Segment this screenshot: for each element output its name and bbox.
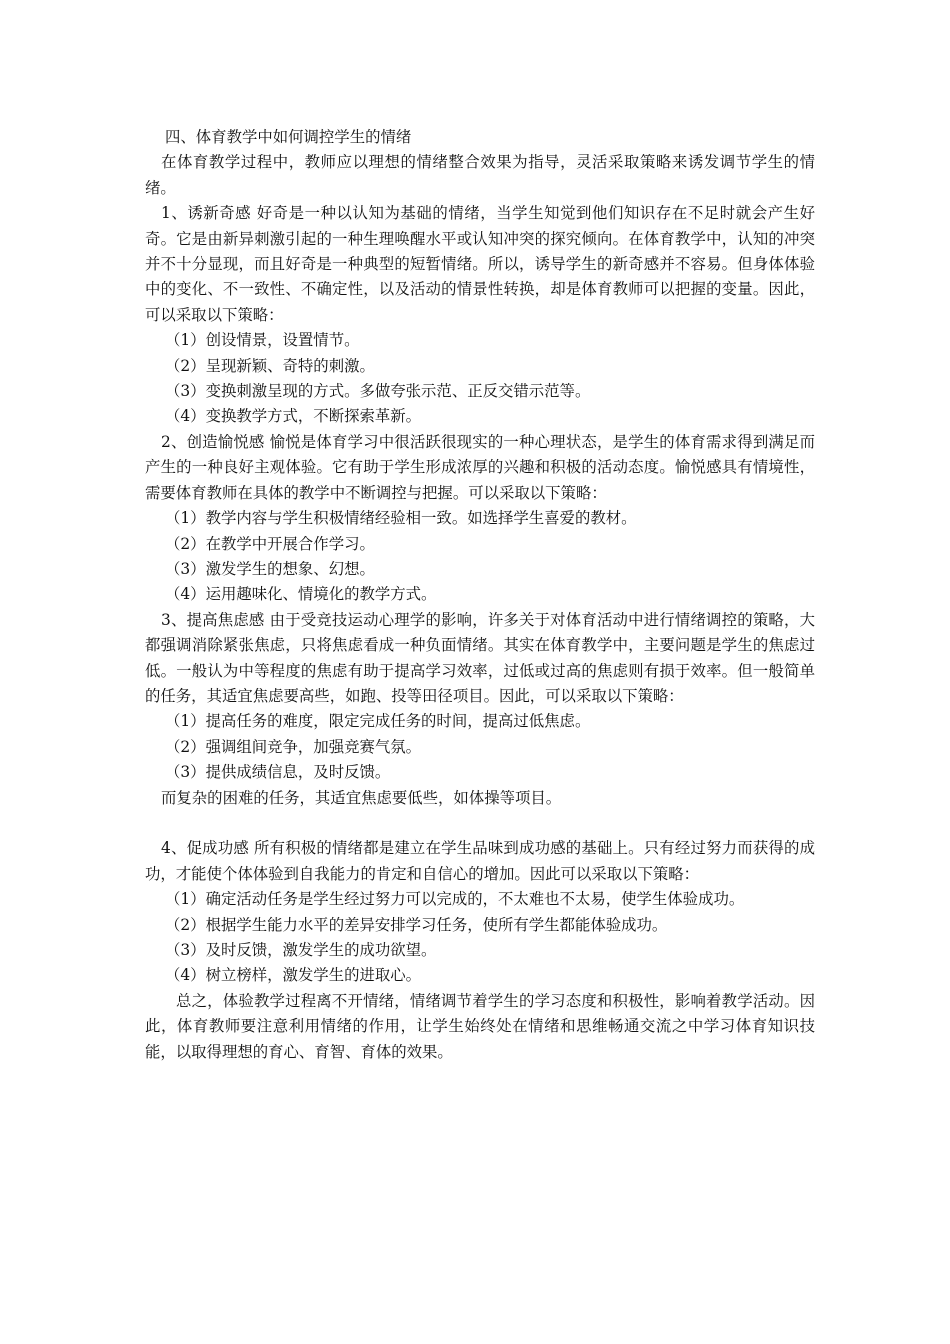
section-2-body: 愉悦是体育学习中很活跃很现实的一种心理状态，是学生的体育需求得到满足而产生的一种良好主观体验。它有助于学生形成浓厚的兴趣和积极的活动态度。愉悦感具有情境性，需要体育教师在具体的教学中不断调控与把握。可以采取以下策略： xyxy=(145,432,815,502)
section-3-closing: 而复杂的困难的任务，其适宜焦虑要低些，如体操等项目。 xyxy=(161,788,562,807)
section-1-paragraph xyxy=(145,201,815,328)
list-item: （3）及时反馈，激发学生的成功欲望。 xyxy=(165,940,437,959)
blank-line xyxy=(145,811,815,836)
section-heading: 四、体育教学中如何调控学生的情绪 xyxy=(165,128,412,146)
list-item: （2）呈现新颖、奇特的刺激。 xyxy=(165,356,375,375)
list-item: （1）创设情景，设置情节。 xyxy=(165,331,360,350)
document-body xyxy=(145,125,815,1065)
list-item: （3）变换刺激呈现的方式。多做夸张示范、正反交错示范等。 xyxy=(165,382,591,401)
section-1-title: 1、诱新奇感 xyxy=(161,204,252,223)
section-3-body: 由于受竞技运动心理学的影响，许多关于对体育活动中进行情绪调控的策略，大都强调消除紧张焦虑，只将焦虑看成一种负面情绪。其实在体育教学中，主要问题是学生的焦虑过低。一般认为中等程度的焦虑有助于提高学习效率，过低或过高的焦虑则有损于效率。但一般简单的任务，其适宜焦虑要高些，如跑、投等田径项目。因此，可以采取以下策略： xyxy=(145,610,815,705)
list-item: （1）教学内容与学生积极情绪经验相一致。如选择学生喜爱的教材。 xyxy=(165,509,637,528)
section-3-paragraph xyxy=(145,608,815,710)
section-1-body: 好奇是一种以认知为基础的情绪，当学生知觉到他们知识存在不足时就会产生好奇。它是由新异刺激引起的一种生理唤醒水平或认知冲突的探究倾向。在体育教学中，认知的冲突并不十分显现，而且好奇是一种典型的短暂情绪。所以，诱导学生的新奇感并不容易。但身体体验中的变化、不一致性、不确定性，以及活动的情景性转换，却是体育教师可以把握的变量。因此，可以采取以下策略： xyxy=(145,204,815,324)
list-item: （4）变换教学方式，不断探索革新。 xyxy=(165,407,422,426)
intro-paragraph: 在体育教学过程中，教师应以理想的情绪整合效果为指导，灵活采取策略来诱发调节学生的情绪。 xyxy=(145,153,815,197)
section-4-title: 4、促成功感 xyxy=(161,839,249,858)
section-2-paragraph xyxy=(145,430,815,506)
section-4-body: 所有积极的情绪都是建立在学生品味到成功感的基础上。只有经过努力而获得的成功，才能使个体体验到自我能力的肯定和自信心的增加。因此可以采取以下策略： xyxy=(145,839,815,883)
list-item: （2）在教学中开展合作学习。 xyxy=(165,534,375,553)
section-3-title: 3、提高焦虑感 xyxy=(161,610,265,629)
list-item: （2）强调组间竞争，加强竞赛气氛。 xyxy=(165,737,422,756)
section-4-paragraph xyxy=(145,836,815,887)
list-item: （1）提高任务的难度，限定完成任务的时间，提高过低焦虑。 xyxy=(165,712,591,731)
list-item: （1）确定活动任务是学生经过努力可以完成的，不太难也不太易，使学生体验成功。 xyxy=(165,890,745,909)
conclusion-paragraph: 总之，体验教学过程离不开情绪，情绪调节着学生的学习态度和积极性，影响着教学活动。因此，体育教师要注意利用情绪的作用，让学生始终处在情绪和思维畅通交流之中学习体育知识技能，以取得理想的育心、育智、育体的效果。 xyxy=(145,991,815,1061)
list-item: （3）激发学生的想象、幻想。 xyxy=(165,559,375,578)
list-item: （4）运用趣味化、情境化的教学方式。 xyxy=(165,585,437,604)
section-2-title: 2、创造愉悦感 xyxy=(161,432,265,451)
list-item: （4）树立榜样，激发学生的进取心。 xyxy=(165,966,422,985)
list-item: （2）根据学生能力水平的差异安排学习任务，使所有学生都能体验成功。 xyxy=(165,915,668,934)
list-item: （3）提供成绩信息，及时反馈。 xyxy=(165,763,391,782)
